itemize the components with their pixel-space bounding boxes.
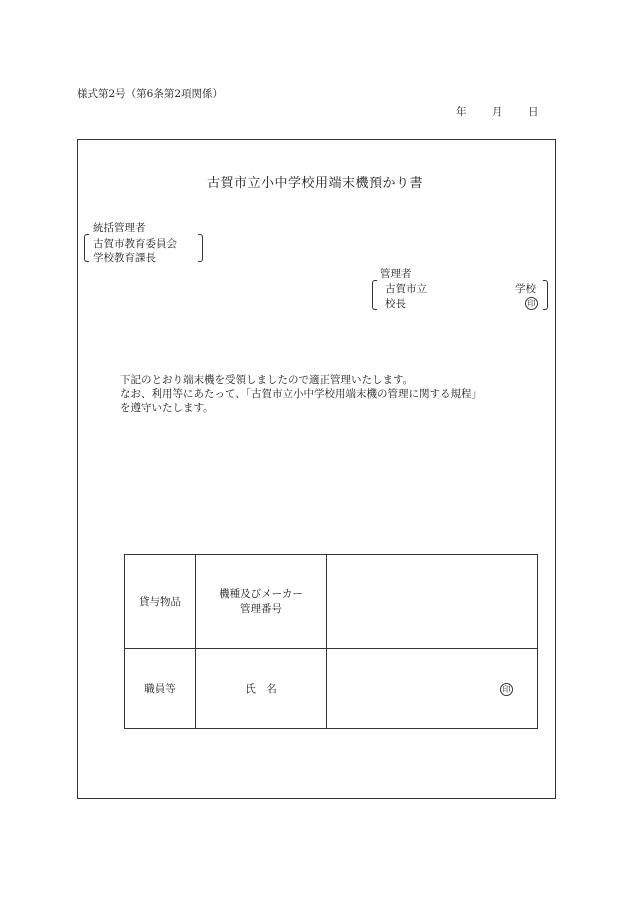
date-day-label: 日: [528, 106, 539, 118]
recipient-line1: 古賀市教育委員会: [93, 238, 177, 250]
table-row: [125, 555, 538, 649]
table-row: [125, 649, 538, 729]
staff-header: 職員等: [125, 649, 196, 729]
manager-seal-icon: 印: [525, 297, 538, 310]
manager-line1-right: 学校: [515, 283, 536, 295]
manager-bracket-right: [543, 280, 548, 310]
date-year-label: 年: [456, 106, 467, 118]
recipient-bracket-right: [198, 234, 203, 262]
name-label: 氏 名: [196, 649, 327, 729]
body-line1: 下記のとおり端末機を受領しましたので適正管理いたします。: [120, 374, 414, 386]
form-number: 様式第2号（第6条第2項関係）: [77, 88, 224, 100]
model-maker-label: 機種及びメーカー: [219, 587, 303, 600]
loan-table: [124, 554, 538, 729]
manager-role: 管理者: [380, 268, 412, 280]
recipient-bracket-left: [84, 234, 89, 262]
date-row: [456, 104, 539, 119]
model-label-cell: [196, 555, 327, 649]
body-line3: を遵守いたします。: [120, 402, 214, 414]
staff-seal-icon: 印: [500, 683, 513, 696]
manager-line2: 校長: [385, 298, 406, 310]
recipient-line2: 学校教育課長: [93, 252, 156, 264]
date-month-label: 月: [492, 106, 503, 118]
model-value-cell[interactable]: [327, 555, 538, 649]
body-line2: なお、利用等にあたって、「古賀市立小中学校用端末機の管理に関する規程」: [120, 388, 483, 400]
document-title: 古賀市立小中学校用端末機預かり書: [206, 176, 423, 191]
loaned-item-header: 貸与物品: [125, 555, 196, 649]
manager-bracket-left: [372, 280, 377, 310]
manager-line1-left: 古賀市立: [385, 283, 427, 295]
recipient-role: 統括管理者: [93, 222, 146, 234]
management-number-label: 管理番号: [240, 602, 282, 615]
name-value-cell[interactable]: [327, 649, 538, 729]
